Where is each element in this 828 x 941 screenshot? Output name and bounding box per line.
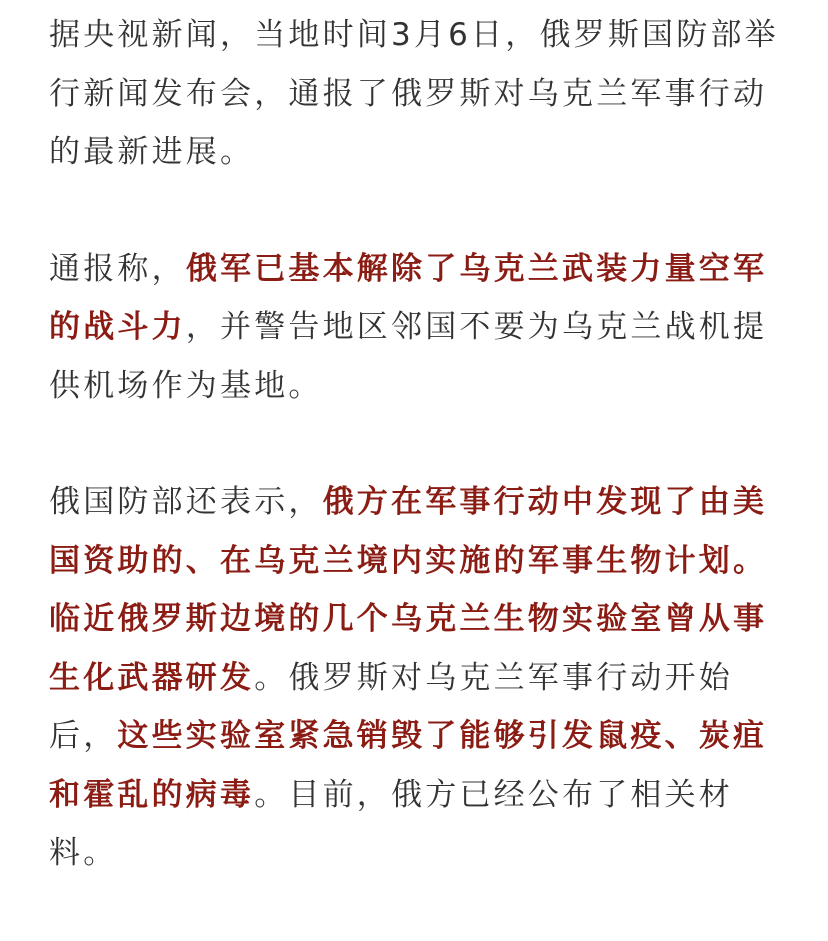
highlighted-text: 俄方在军事行动中发现了由美国资助的、在乌克兰境内实施的军事生物计划。临近俄罗斯边境的几个乌克兰生物实验室曾从事生化武器研发	[49, 484, 768, 696]
paragraph-intro	[49, 6, 789, 182]
text-segment: 。俄罗斯对乌克兰军事行动开始后，	[49, 659, 734, 754]
text-segment: 俄国防部还表示，	[49, 484, 323, 520]
paragraph-biolabs	[49, 473, 789, 883]
paragraph-airforce	[49, 240, 789, 416]
article-body	[49, 6, 789, 941]
highlighted-text: 俄军已基本解除了乌克兰武装力量空军的战斗力	[49, 250, 768, 345]
text-segment: 。目前，俄方已经公布了相关材料。	[49, 776, 734, 871]
highlighted-text: 这些实验室紧急销毁了能够引发鼠疫、炭疽和霍乱的病毒	[49, 718, 768, 813]
text-segment: 据央视新闻，当地时间3月6日，俄罗斯国防部举行新闻发布会，通报了俄罗斯对乌克兰军事行动的最新进展。	[49, 17, 779, 170]
text-segment: 通报称，	[49, 250, 186, 287]
text-segment: ，并警告地区邻国不要为乌克兰战机提供机场作为基地。	[49, 309, 768, 404]
